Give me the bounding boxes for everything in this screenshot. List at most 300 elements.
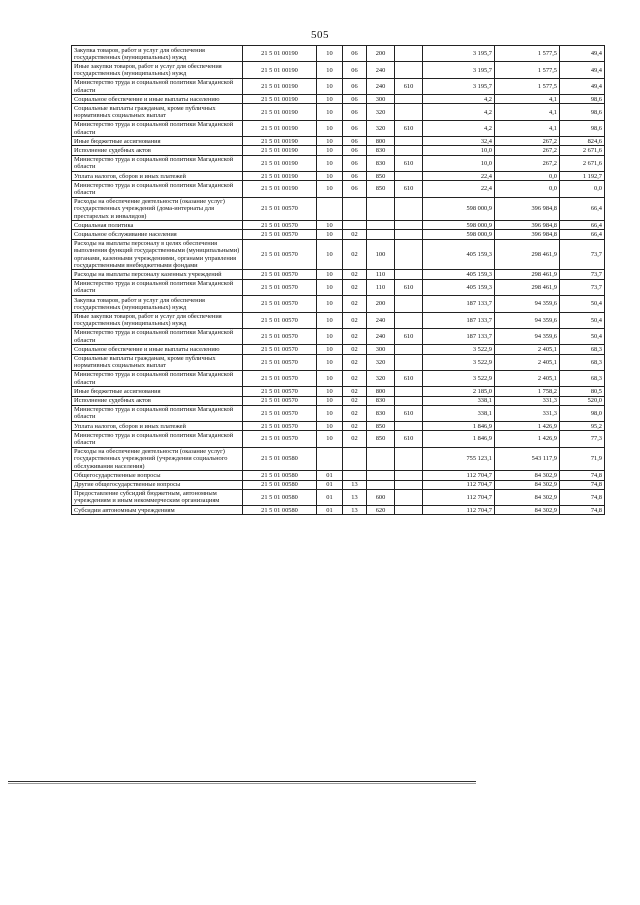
cell-expense-type: [367, 471, 395, 480]
cell-manager-code: [395, 62, 423, 78]
table-row: [72, 104, 605, 120]
cell-plan: 22,4: [423, 172, 495, 181]
cell-target-code: 21 5 01 00190: [243, 78, 317, 94]
cell-subsection: [343, 197, 367, 221]
cell-name: Министерство труда и социальной политики Магаданской области: [72, 328, 243, 344]
cell-expense-type: 100: [367, 239, 395, 270]
cell-name: Министерство труда и социальной политики Магаданской области: [72, 405, 243, 421]
cell-name: Социальные выплаты гражданам, кроме публичных нормативных социальных выплат: [72, 354, 243, 370]
cell-name: Расходы на выплаты персоналу в целях обеспечения выполнения функций государственными (муниципальными) органами, казенными учреждениями, органами управления государственными внебюджетными фондами: [72, 239, 243, 270]
cell-expense-type: 850: [367, 431, 395, 447]
cell-subsection: 02: [343, 270, 367, 279]
cell-percent: 50,4: [560, 296, 605, 312]
ledger-body: [72, 46, 605, 515]
cell-subsection: 02: [343, 431, 367, 447]
cell-percent: 73,7: [560, 279, 605, 295]
cell-target-code: 21 5 01 00570: [243, 431, 317, 447]
cell-plan: 3 195,7: [423, 78, 495, 94]
cell-section: 10: [317, 312, 343, 328]
cell-section: 10: [317, 137, 343, 146]
cell-name: Министерство труда и социальной политики Магаданской области: [72, 279, 243, 295]
cell-executed: 1 577,5: [495, 46, 560, 62]
cell-name: Министерство труда и социальной политики Магаданской области: [72, 120, 243, 136]
cell-percent: 74,8: [560, 489, 605, 505]
cell-plan: 3 522,9: [423, 370, 495, 386]
cell-percent: 98,6: [560, 104, 605, 120]
cell-manager-code: [395, 197, 423, 221]
cell-subsection: 02: [343, 396, 367, 405]
cell-expense-type: 850: [367, 172, 395, 181]
cell-subsection: 06: [343, 137, 367, 146]
cell-target-code: 21 5 01 00570: [243, 312, 317, 328]
cell-subsection: 13: [343, 489, 367, 505]
cell-subsection: [343, 221, 367, 230]
cell-section: 10: [317, 62, 343, 78]
cell-expense-type: 830: [367, 155, 395, 171]
cell-name: Исполнение судебных актов: [72, 396, 243, 405]
cell-section: 01: [317, 506, 343, 515]
cell-executed: 1 577,5: [495, 62, 560, 78]
cell-executed: 1 426,9: [495, 431, 560, 447]
cell-expense-type: 320: [367, 120, 395, 136]
cell-manager-code: [395, 137, 423, 146]
cell-manager-code: [395, 221, 423, 230]
cell-subsection: [343, 447, 367, 471]
cell-subsection: 02: [343, 354, 367, 370]
cell-manager-code: [395, 480, 423, 489]
cell-executed: 396 984,8: [495, 197, 560, 221]
cell-manager-code: [395, 506, 423, 515]
table-row: [72, 396, 605, 405]
cell-subsection: 02: [343, 422, 367, 431]
cell-manager-code: [395, 489, 423, 505]
table-row: [72, 296, 605, 312]
cell-plan: 3 195,7: [423, 46, 495, 62]
cell-executed: 331,3: [495, 396, 560, 405]
cell-plan: 4,2: [423, 120, 495, 136]
cell-expense-type: 110: [367, 270, 395, 279]
cell-subsection: 06: [343, 155, 367, 171]
cell-manager-code: [395, 230, 423, 239]
table-row: [72, 279, 605, 295]
cell-expense-type: [367, 480, 395, 489]
cell-plan: 3 195,7: [423, 62, 495, 78]
cell-section: 10: [317, 221, 343, 230]
cell-percent: 520,0: [560, 396, 605, 405]
cell-plan: 405 159,3: [423, 239, 495, 270]
cell-expense-type: 200: [367, 46, 395, 62]
cell-subsection: 06: [343, 120, 367, 136]
cell-expense-type: 800: [367, 137, 395, 146]
table-row: [72, 62, 605, 78]
table-row: [72, 239, 605, 270]
table-row: [72, 387, 605, 396]
cell-name: Иные бюджетные ассигнования: [72, 387, 243, 396]
cell-manager-code: [395, 354, 423, 370]
table-row: [72, 370, 605, 386]
table-row: [72, 270, 605, 279]
cell-executed: 94 359,6: [495, 328, 560, 344]
table-row: [72, 422, 605, 431]
table-row: [72, 120, 605, 136]
cell-section: 10: [317, 120, 343, 136]
cell-manager-code: 610: [395, 431, 423, 447]
cell-percent: 50,4: [560, 312, 605, 328]
cell-executed: 543 117,9: [495, 447, 560, 471]
cell-percent: 74,8: [560, 471, 605, 480]
cell-executed: 267,2: [495, 155, 560, 171]
cell-name: Министерство труда и социальной политики Магаданской области: [72, 155, 243, 171]
cell-percent: 73,7: [560, 239, 605, 270]
cell-plan: 405 159,3: [423, 279, 495, 295]
cell-section: 10: [317, 422, 343, 431]
table-row: [72, 506, 605, 515]
cell-target-code: 21 5 01 00570: [243, 230, 317, 239]
cell-target-code: 21 5 01 00570: [243, 221, 317, 230]
cell-target-code: 21 5 01 00570: [243, 396, 317, 405]
cell-percent: 71,9: [560, 447, 605, 471]
cell-plan: 112 704,7: [423, 471, 495, 480]
cell-plan: 4,2: [423, 95, 495, 104]
table-row: [72, 345, 605, 354]
cell-percent: 0,0: [560, 181, 605, 197]
cell-expense-type: 240: [367, 328, 395, 344]
cell-plan: 405 159,3: [423, 270, 495, 279]
cell-subsection: 02: [343, 296, 367, 312]
table-row: [72, 137, 605, 146]
cell-target-code: 21 5 01 00190: [243, 181, 317, 197]
table-row: [72, 146, 605, 155]
cell-executed: 0,0: [495, 172, 560, 181]
cell-executed: 331,3: [495, 405, 560, 421]
cell-expense-type: 200: [367, 296, 395, 312]
cell-percent: 98,6: [560, 120, 605, 136]
cell-percent: 49,4: [560, 78, 605, 94]
cell-plan: 3 522,9: [423, 354, 495, 370]
cell-section: 10: [317, 279, 343, 295]
cell-expense-type: 850: [367, 422, 395, 431]
table-row: [72, 471, 605, 480]
cell-subsection: 06: [343, 146, 367, 155]
cell-name: Уплата налогов, сборов и иных платежей: [72, 172, 243, 181]
cell-executed: 94 359,6: [495, 312, 560, 328]
cell-section: 01: [317, 489, 343, 505]
cell-target-code: 21 5 01 00580: [243, 447, 317, 471]
cell-expense-type: 240: [367, 62, 395, 78]
cell-section: 10: [317, 230, 343, 239]
cell-percent: 824,6: [560, 137, 605, 146]
cell-executed: 84 302,9: [495, 506, 560, 515]
cell-section: 10: [317, 239, 343, 270]
cell-executed: 0,0: [495, 181, 560, 197]
cell-manager-code: [395, 447, 423, 471]
ledger-table: [71, 45, 605, 515]
table-row: [72, 489, 605, 505]
cell-name: Министерство труда и социальной политики Магаданской области: [72, 181, 243, 197]
cell-plan: 22,4: [423, 181, 495, 197]
cell-subsection: 06: [343, 46, 367, 62]
cell-name: Социальные выплаты гражданам, кроме публичных нормативных социальных выплат: [72, 104, 243, 120]
cell-manager-code: 610: [395, 405, 423, 421]
cell-plan: 3 522,9: [423, 345, 495, 354]
cell-expense-type: 320: [367, 370, 395, 386]
cell-expense-type: 830: [367, 405, 395, 421]
table-row: [72, 172, 605, 181]
cell-executed: 1 758,2: [495, 387, 560, 396]
cell-section: 10: [317, 104, 343, 120]
cell-plan: 338,1: [423, 396, 495, 405]
cell-name: Социальное обеспечение и иные выплаты населению: [72, 95, 243, 104]
cell-expense-type: 830: [367, 396, 395, 405]
cell-expense-type: 850: [367, 181, 395, 197]
cell-target-code: 21 5 01 00570: [243, 239, 317, 270]
cell-percent: 95,2: [560, 422, 605, 431]
cell-plan: 112 704,7: [423, 489, 495, 505]
table-row: [72, 328, 605, 344]
cell-plan: 598 000,9: [423, 197, 495, 221]
cell-percent: 2 671,6: [560, 155, 605, 171]
cell-section: 10: [317, 270, 343, 279]
cell-executed: 4,1: [495, 120, 560, 136]
cell-percent: 2 671,6: [560, 146, 605, 155]
cell-subsection: 06: [343, 95, 367, 104]
cell-manager-code: 610: [395, 78, 423, 94]
cell-name: Социальная политика: [72, 221, 243, 230]
bottom-rule-shadow: [8, 783, 476, 784]
cell-percent: 73,7: [560, 270, 605, 279]
cell-executed: 267,2: [495, 137, 560, 146]
cell-subsection: 06: [343, 62, 367, 78]
cell-subsection: 02: [343, 279, 367, 295]
cell-manager-code: 610: [395, 181, 423, 197]
cell-name: Расходы на выплаты персоналу казенных учреждений: [72, 270, 243, 279]
cell-expense-type: 240: [367, 312, 395, 328]
table-row: [72, 155, 605, 171]
cell-plan: 112 704,7: [423, 480, 495, 489]
cell-target-code: 21 5 01 00570: [243, 405, 317, 421]
cell-section: 10: [317, 405, 343, 421]
cell-percent: 1 192,7: [560, 172, 605, 181]
cell-executed: 298 461,9: [495, 279, 560, 295]
cell-name: Министерство труда и социальной политики Магаданской области: [72, 78, 243, 94]
cell-executed: 4,1: [495, 95, 560, 104]
cell-plan: 10,0: [423, 146, 495, 155]
cell-manager-code: [395, 146, 423, 155]
cell-subsection: 13: [343, 480, 367, 489]
cell-subsection: 02: [343, 387, 367, 396]
cell-name: Закупка товаров, работ и услуг для обеспечения государственных (муниципальных) нужд: [72, 46, 243, 62]
cell-plan: 112 704,7: [423, 506, 495, 515]
cell-target-code: 21 5 01 00190: [243, 155, 317, 171]
cell-plan: 187 133,7: [423, 296, 495, 312]
cell-name: Другие общегосударственные вопросы: [72, 480, 243, 489]
cell-target-code: 21 5 01 00190: [243, 104, 317, 120]
cell-manager-code: [395, 345, 423, 354]
cell-manager-code: [395, 471, 423, 480]
cell-plan: 755 123,1: [423, 447, 495, 471]
table-row: [72, 46, 605, 62]
cell-section: [317, 197, 343, 221]
cell-expense-type: 320: [367, 354, 395, 370]
cell-name: Предоставление субсидий бюджетным, автономным учреждениям и иным некоммерческим организациям: [72, 489, 243, 505]
cell-target-code: 21 5 01 00570: [243, 296, 317, 312]
cell-expense-type: [367, 221, 395, 230]
cell-section: 10: [317, 78, 343, 94]
table-row: [72, 221, 605, 230]
cell-target-code: 21 5 01 00580: [243, 489, 317, 505]
cell-executed: 1 426,9: [495, 422, 560, 431]
cell-plan: 598 000,9: [423, 230, 495, 239]
table-row: [72, 480, 605, 489]
cell-name: Исполнение судебных актов: [72, 146, 243, 155]
cell-executed: 2 405,1: [495, 345, 560, 354]
cell-expense-type: [367, 230, 395, 239]
cell-target-code: 21 5 01 00570: [243, 328, 317, 344]
cell-subsection: 13: [343, 506, 367, 515]
cell-target-code: 21 5 01 00570: [243, 422, 317, 431]
cell-section: 10: [317, 95, 343, 104]
cell-manager-code: [395, 387, 423, 396]
cell-name: Закупка товаров, работ и услуг для обеспечения государственных (муниципальных) нужд: [72, 296, 243, 312]
cell-name: Социальное обеспечение и иные выплаты населению: [72, 345, 243, 354]
cell-executed: 298 461,9: [495, 270, 560, 279]
cell-plan: 187 133,7: [423, 312, 495, 328]
cell-executed: 2 405,1: [495, 370, 560, 386]
cell-plan: 1 846,9: [423, 431, 495, 447]
cell-section: 10: [317, 328, 343, 344]
cell-target-code: 21 5 01 00570: [243, 354, 317, 370]
cell-executed: 298 461,9: [495, 239, 560, 270]
cell-expense-type: 620: [367, 506, 395, 515]
cell-plan: 4,2: [423, 104, 495, 120]
cell-subsection: 06: [343, 172, 367, 181]
cell-expense-type: 600: [367, 489, 395, 505]
table-row: [72, 230, 605, 239]
cell-percent: 66,4: [560, 197, 605, 221]
cell-name: Общегосударственные вопросы: [72, 471, 243, 480]
cell-section: 10: [317, 146, 343, 155]
cell-manager-code: [395, 396, 423, 405]
table-row: [72, 312, 605, 328]
cell-expense-type: 300: [367, 95, 395, 104]
cell-manager-code: [395, 312, 423, 328]
cell-subsection: 06: [343, 104, 367, 120]
cell-plan: 2 185,0: [423, 387, 495, 396]
cell-manager-code: [395, 422, 423, 431]
cell-manager-code: [395, 172, 423, 181]
cell-expense-type: 300: [367, 345, 395, 354]
table-row: [72, 95, 605, 104]
cell-subsection: 06: [343, 181, 367, 197]
cell-plan: 187 133,7: [423, 328, 495, 344]
cell-name: Расходы на обеспечение деятельности (оказание услуг) государственных учреждений (дома-интернаты для престарелых и инвалидов): [72, 197, 243, 221]
cell-name: Иные закупки товаров, работ и услуг для обеспечения государственных (муниципальных) нужд: [72, 62, 243, 78]
cell-section: 01: [317, 471, 343, 480]
cell-target-code: 21 5 01 00580: [243, 506, 317, 515]
cell-name: Социальное обслуживание населения: [72, 230, 243, 239]
cell-manager-code: [395, 296, 423, 312]
cell-target-code: 21 5 01 00190: [243, 120, 317, 136]
cell-executed: 267,2: [495, 146, 560, 155]
cell-percent: 49,4: [560, 46, 605, 62]
page-number: 505: [311, 29, 329, 41]
cell-percent: 66,4: [560, 230, 605, 239]
cell-expense-type: 240: [367, 78, 395, 94]
cell-manager-code: [395, 239, 423, 270]
cell-subsection: 02: [343, 345, 367, 354]
cell-target-code: 21 5 01 00190: [243, 172, 317, 181]
cell-manager-code: 610: [395, 279, 423, 295]
cell-executed: 94 359,6: [495, 296, 560, 312]
cell-subsection: 02: [343, 370, 367, 386]
cell-target-code: 21 5 01 00190: [243, 137, 317, 146]
cell-subsection: [343, 471, 367, 480]
cell-manager-code: 610: [395, 370, 423, 386]
cell-plan: 32,4: [423, 137, 495, 146]
cell-name: Расходы на обеспечение деятельности (оказание услуг) государственных учреждений (учреждения социального обслуживания населения): [72, 447, 243, 471]
cell-target-code: 21 5 01 00190: [243, 95, 317, 104]
cell-percent: 68,3: [560, 345, 605, 354]
cell-manager-code: 610: [395, 328, 423, 344]
cell-target-code: 21 5 01 00570: [243, 279, 317, 295]
cell-name: Субсидии автономным учреждениям: [72, 506, 243, 515]
cell-percent: 74,8: [560, 480, 605, 489]
cell-subsection: 02: [343, 230, 367, 239]
cell-manager-code: 610: [395, 155, 423, 171]
cell-plan: 598 000,9: [423, 221, 495, 230]
cell-expense-type: 800: [367, 387, 395, 396]
cell-percent: 49,4: [560, 62, 605, 78]
cell-section: 10: [317, 296, 343, 312]
cell-target-code: 21 5 01 00190: [243, 62, 317, 78]
cell-manager-code: [395, 95, 423, 104]
cell-percent: 80,5: [560, 387, 605, 396]
cell-section: 10: [317, 172, 343, 181]
cell-section: 10: [317, 155, 343, 171]
cell-executed: 84 302,9: [495, 489, 560, 505]
cell-section: 10: [317, 431, 343, 447]
cell-target-code: 21 5 01 00570: [243, 270, 317, 279]
cell-target-code: 21 5 01 00570: [243, 387, 317, 396]
cell-section: 01: [317, 480, 343, 489]
cell-section: 10: [317, 354, 343, 370]
cell-target-code: 21 5 01 00570: [243, 345, 317, 354]
cell-subsection: 06: [343, 78, 367, 94]
cell-name: Иные бюджетные ассигнования: [72, 137, 243, 146]
table-row: [72, 447, 605, 471]
cell-percent: 74,8: [560, 506, 605, 515]
cell-expense-type: 110: [367, 279, 395, 295]
cell-percent: 68,3: [560, 354, 605, 370]
cell-percent: 98,0: [560, 405, 605, 421]
table-row: [72, 197, 605, 221]
cell-percent: 50,4: [560, 328, 605, 344]
cell-executed: 1 577,5: [495, 78, 560, 94]
cell-manager-code: [395, 46, 423, 62]
cell-name: Уплата налогов, сборов и иных платежей: [72, 422, 243, 431]
cell-section: 10: [317, 46, 343, 62]
cell-name: Министерство труда и социальной политики Магаданской области: [72, 370, 243, 386]
cell-section: 10: [317, 387, 343, 396]
cell-plan: 338,1: [423, 405, 495, 421]
cell-percent: 98,6: [560, 95, 605, 104]
table-row: [72, 354, 605, 370]
cell-plan: 1 846,9: [423, 422, 495, 431]
cell-expense-type: [367, 447, 395, 471]
cell-section: 10: [317, 345, 343, 354]
cell-plan: 10,0: [423, 155, 495, 171]
cell-expense-type: 320: [367, 104, 395, 120]
